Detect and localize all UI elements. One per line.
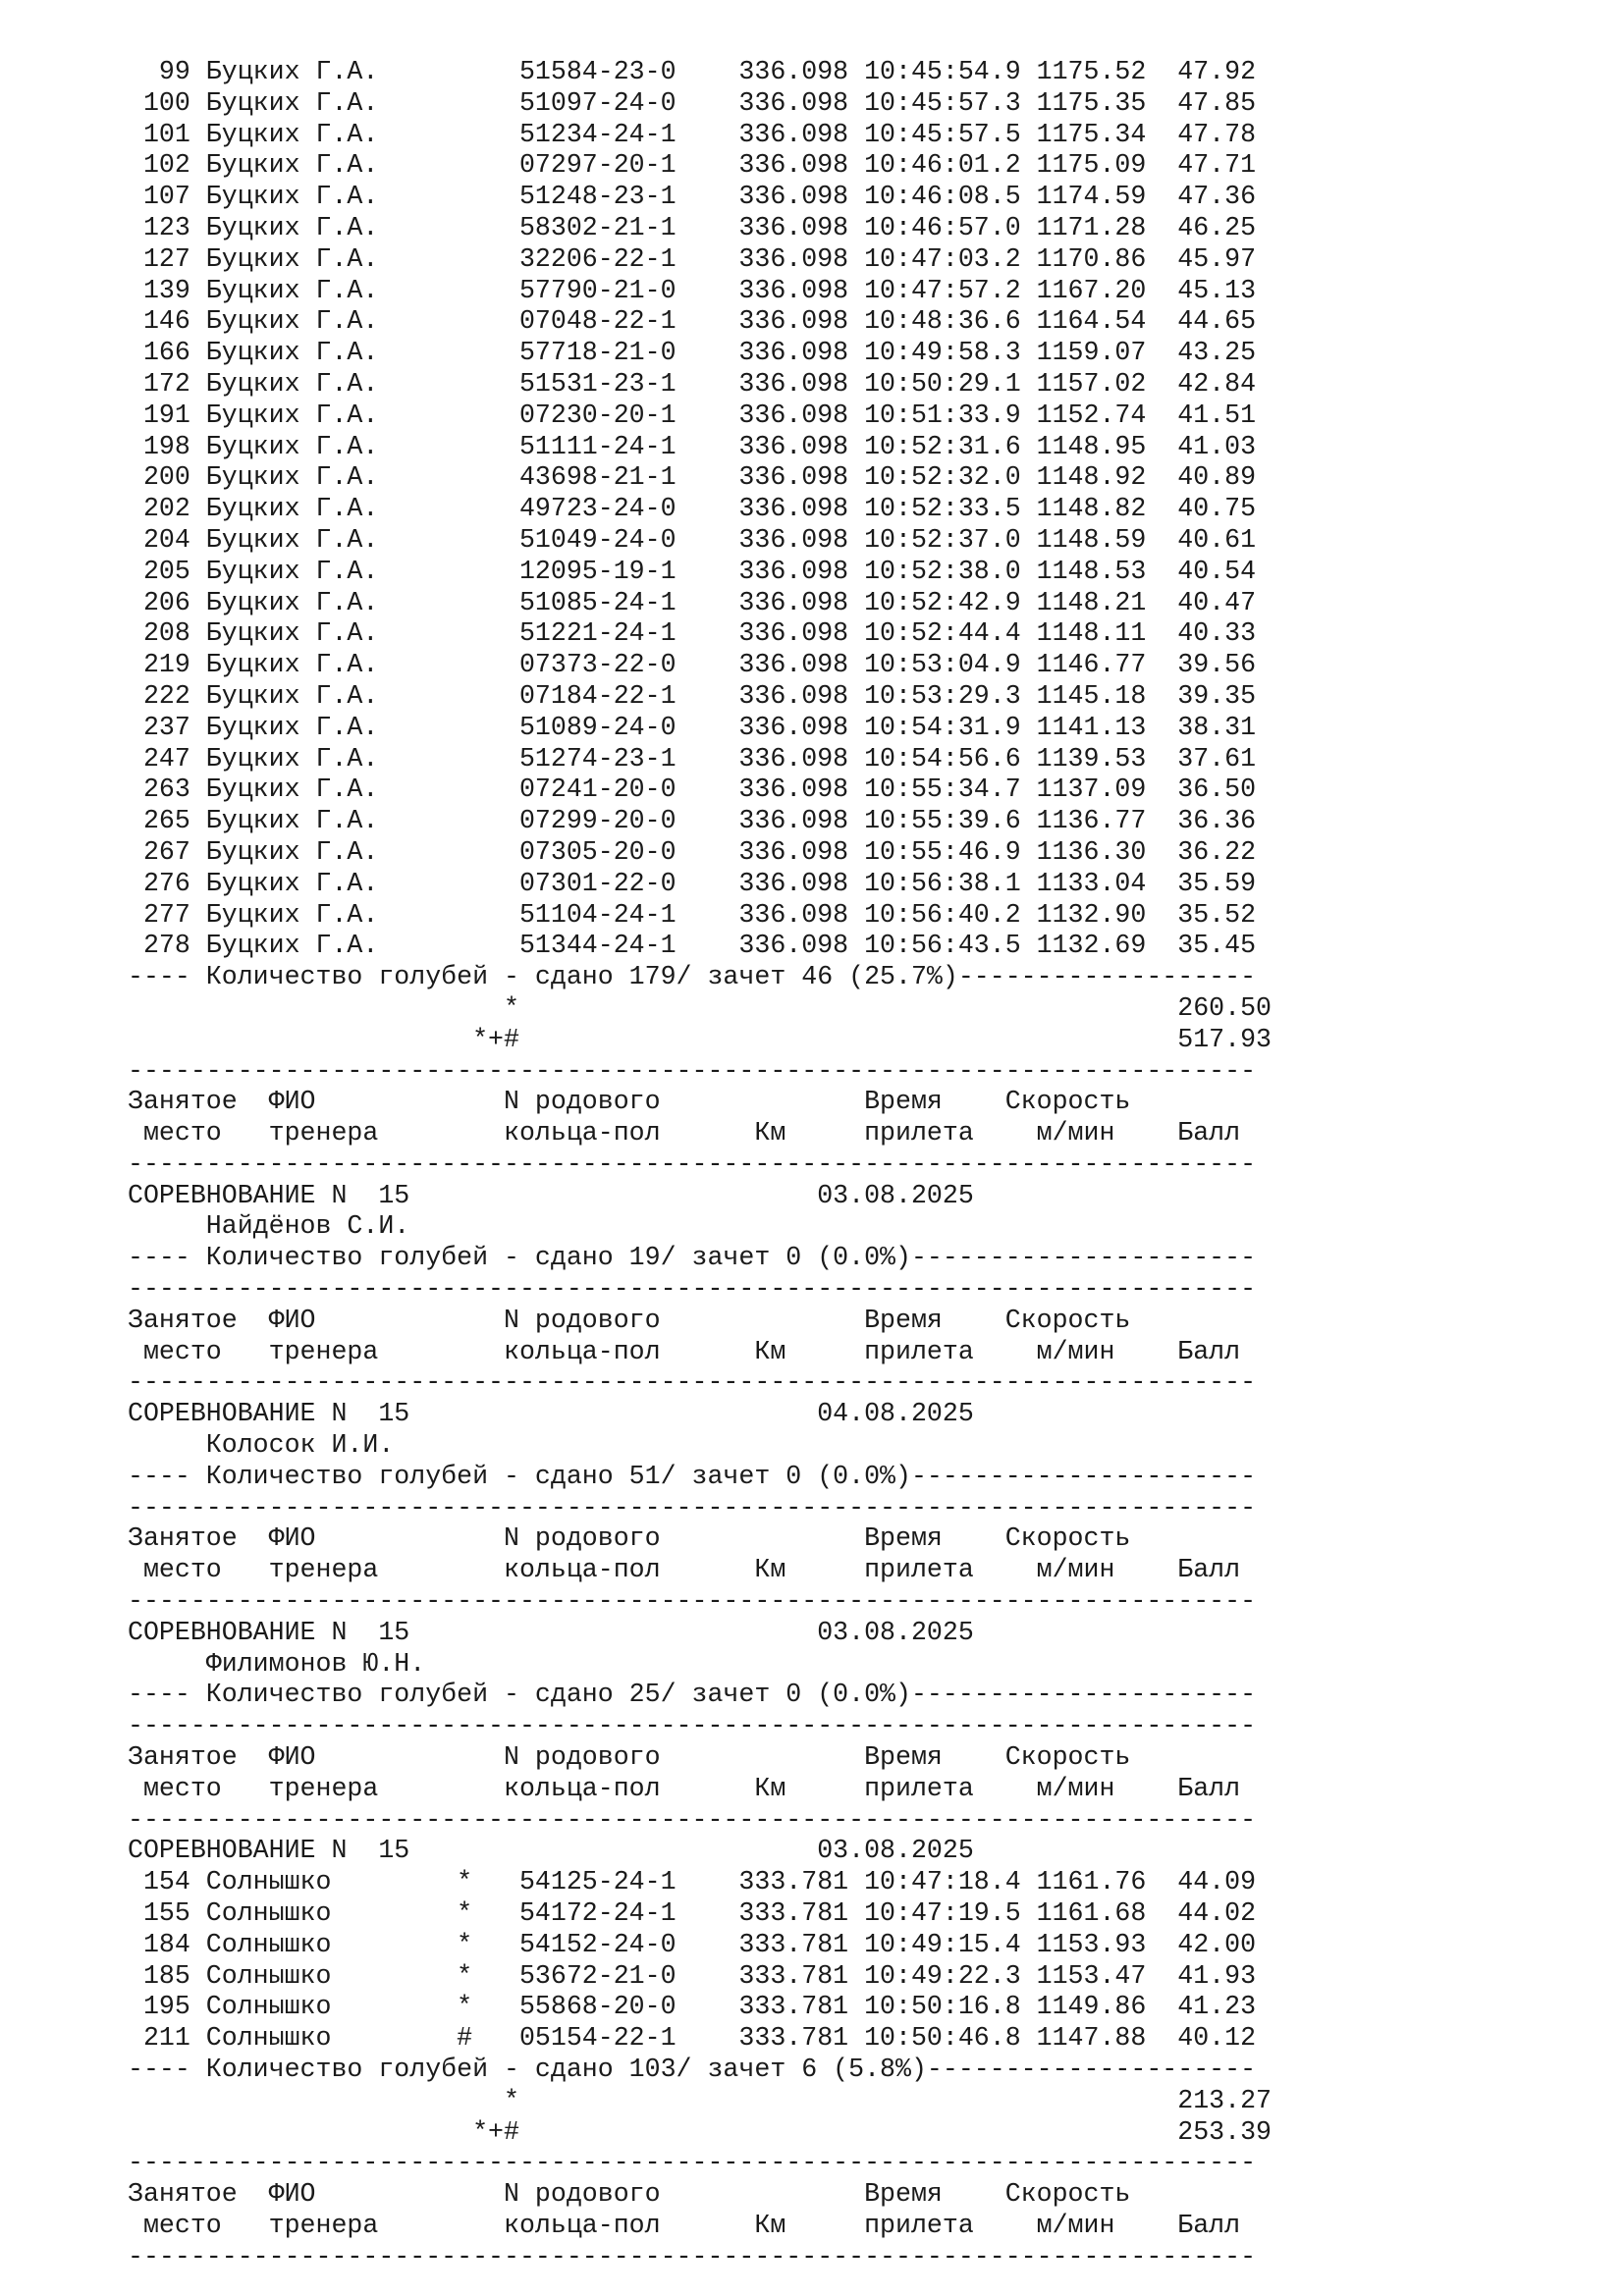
- points-total: *+# 517.93: [128, 1024, 1272, 1054]
- result-row: 219 Буцких Г.А. 07373-22-0 336.098 10:53:04.9 1146.77 39.56: [128, 650, 1257, 680]
- result-row: 206 Буцких Г.А. 51085-24-1 336.098 10:52:42.9 1148.21 40.47: [128, 587, 1257, 617]
- result-row: 200 Буцких Г.А. 43698-21-1 336.098 10:52:32.0 1148.92 40.89: [128, 462, 1257, 493]
- column-header-row: место тренера кольца-пол Км прилета м/мин Балл: [128, 1336, 1241, 1366]
- result-row: 191 Буцких Г.А. 07230-20-1 336.098 10:51:33.9 1152.74 41.51: [128, 400, 1257, 430]
- result-row: 100 Буцких Г.А. 51097-24-0 336.098 10:45:57.3 1175.35 47.85: [128, 87, 1257, 118]
- pigeon-count-summary: ---- Количество голубей - сдано 179/ зачет 46 (25.7%)-------------------: [128, 962, 1257, 992]
- result-row: 139 Буцких Г.А. 57790-21-0 336.098 10:47:57.2 1167.20 45.13: [128, 275, 1257, 305]
- column-header-row: Занятое ФИО N родового Время Скорость: [128, 1087, 1131, 1117]
- result-row: 247 Буцких Г.А. 51274-23-1 336.098 10:54:56.6 1139.53 37.61: [128, 743, 1257, 774]
- separator-line: ------------------------------------------------------------------------: [128, 1367, 1257, 1398]
- pigeon-count-summary: ---- Количество голубей - сдано 19/ зачет 0 (0.0%)----------------------: [128, 1243, 1257, 1273]
- result-row: 211 Солнышко # 05154-22-1 333.781 10:50:46.8 1147.88 40.12: [128, 2023, 1257, 2054]
- result-row: 267 Буцких Г.А. 07305-20-0 336.098 10:55:46.9 1136.30 36.22: [128, 836, 1257, 867]
- separator-line: ------------------------------------------------------------------------: [128, 1274, 1257, 1305]
- result-row: 265 Буцких Г.А. 07299-20-0 336.098 10:55:39.6 1136.77 36.36: [128, 806, 1257, 836]
- result-row: 154 Солнышко * 54125-24-1 333.781 10:47:18.4 1161.76 44.09: [128, 1867, 1257, 1897]
- competition-header: СОРЕВНОВАНИЕ N 15 03.08.2025: [128, 1617, 974, 1647]
- competition-header: СОРЕВНОВАНИЕ N 15 03.08.2025: [128, 1180, 974, 1210]
- result-row: 123 Буцких Г.А. 58302-21-1 336.098 10:46:57.0 1171.28 46.25: [128, 212, 1257, 242]
- separator-line: ------------------------------------------------------------------------: [128, 2241, 1257, 2271]
- result-row: 198 Буцких Г.А. 51111-24-1 336.098 10:52:31.6 1148.95 41.03: [128, 431, 1257, 461]
- column-header-row: место тренера кольца-пол Км прилета м/мин Балл: [128, 1773, 1241, 1803]
- result-row: 195 Солнышко * 55868-20-0 333.781 10:50:16.8 1149.86 41.23: [128, 1992, 1257, 2022]
- separator-line: ------------------------------------------------------------------------: [128, 1055, 1257, 1086]
- result-row: 263 Буцких Г.А. 07241-20-0 336.098 10:55:34.7 1137.09 36.50: [128, 774, 1257, 805]
- result-row: 237 Буцких Г.А. 51089-24-0 336.098 10:54:31.9 1141.13 38.31: [128, 712, 1257, 742]
- result-row: 146 Буцких Г.А. 07048-22-1 336.098 10:48:36.6 1164.54 44.65: [128, 306, 1257, 337]
- result-row: 166 Буцких Г.А. 57718-21-0 336.098 10:49:58.3 1159.07 43.25: [128, 338, 1257, 368]
- column-header-row: Занятое ФИО N родового Время Скорость: [128, 1523, 1131, 1554]
- column-header-row: Занятое ФИО N родового Время Скорость: [128, 2179, 1131, 2210]
- result-row: 208 Буцких Г.А. 51221-24-1 336.098 10:52:44.4 1148.11 40.33: [128, 618, 1257, 649]
- result-row: 172 Буцких Г.А. 51531-23-1 336.098 10:50:29.1 1157.02 42.84: [128, 368, 1257, 399]
- result-row: 127 Буцких Г.А. 32206-22-1 336.098 10:47:03.2 1170.86 45.97: [128, 243, 1257, 274]
- points-total: *+# 253.39: [128, 2116, 1272, 2147]
- result-row: 101 Буцких Г.А. 51234-24-1 336.098 10:45:57.5 1175.34 47.78: [128, 119, 1257, 149]
- result-row: 99 Буцких Г.А. 51584-23-0 336.098 10:45:54.9 1175.52 47.92: [128, 57, 1257, 86]
- pigeon-count-summary: ---- Количество голубей - сдано 103/ зачет 6 (5.8%)---------------------: [128, 2055, 1257, 2084]
- trainer-name: Найдёнов С.И.: [128, 1211, 410, 1242]
- separator-line: ------------------------------------------------------------------------: [128, 1711, 1257, 1741]
- result-row: 278 Буцких Г.А. 51344-24-1 336.098 10:56:43.5 1132.69 35.45: [128, 931, 1257, 961]
- result-row: 184 Солнышко * 54152-24-0 333.781 10:49:15.4 1153.93 42.00: [128, 1929, 1257, 1959]
- column-header-row: Занятое ФИО N родового Время Скорость: [128, 1305, 1131, 1335]
- column-header-row: место тренера кольца-пол Км прилета м/мин Балл: [128, 1555, 1241, 1585]
- points-total: * 260.50: [128, 992, 1272, 1023]
- result-row: 204 Буцких Г.А. 51049-24-0 336.098 10:52:37.0 1148.59 40.61: [128, 524, 1257, 555]
- pigeon-count-summary: ---- Количество голубей - сдано 25/ зачет 0 (0.0%)----------------------: [128, 1680, 1257, 1710]
- result-row: 107 Буцких Г.А. 51248-23-1 336.098 10:46:08.5 1174.59 47.36: [128, 182, 1257, 212]
- result-row: 277 Буцких Г.А. 51104-24-1 336.098 10:56:40.2 1132.90 35.52: [128, 899, 1257, 930]
- result-row: 102 Буцких Г.А. 07297-20-1 336.098 10:46:01.2 1175.09 47.71: [128, 150, 1257, 181]
- separator-line: ------------------------------------------------------------------------: [128, 1804, 1257, 1835]
- separator-line: ------------------------------------------------------------------------: [128, 1148, 1257, 1179]
- result-row: 155 Солнышко * 54172-24-1 333.781 10:47:19.5 1161.68 44.02: [128, 1898, 1257, 1929]
- separator-line: ------------------------------------------------------------------------: [128, 1492, 1257, 1522]
- separator-line: ------------------------------------------------------------------------: [128, 1586, 1257, 1617]
- results-printout: [128, 57, 1272, 2273]
- trainer-name: Филимонов Ю.Н.: [128, 1648, 426, 1679]
- points-total: * 213.27: [128, 2085, 1272, 2115]
- competition-header: СОРЕВНОВАНИЕ N 15 04.08.2025: [128, 1399, 974, 1429]
- column-header-row: место тренера кольца-пол Км прилета м/мин Балл: [128, 2210, 1241, 2240]
- trainer-name: Колосок И.И.: [128, 1430, 395, 1461]
- result-row: 222 Буцких Г.А. 07184-22-1 336.098 10:53:29.3 1145.18 39.35: [128, 680, 1257, 711]
- separator-line: ------------------------------------------------------------------------: [128, 2148, 1257, 2178]
- result-row: 185 Солнышко * 53672-21-0 333.781 10:49:22.3 1153.47 41.93: [128, 1960, 1257, 1991]
- result-row: 202 Буцких Г.А. 49723-24-0 336.098 10:52:33.5 1148.82 40.75: [128, 494, 1257, 524]
- result-row: 276 Буцких Г.А. 07301-22-0 336.098 10:56:38.1 1133.04 35.59: [128, 868, 1257, 898]
- result-row: 205 Буцких Г.А. 12095-19-1 336.098 10:52:38.0 1148.53 40.54: [128, 556, 1257, 586]
- pigeon-count-summary: ---- Количество голубей - сдано 51/ зачет 0 (0.0%)----------------------: [128, 1461, 1257, 1491]
- column-header-row: Занятое ФИО N родового Время Скорость: [128, 1742, 1131, 1773]
- competition-header: СОРЕВНОВАНИЕ N 15 03.08.2025: [128, 1836, 974, 1866]
- column-header-row: место тренера кольца-пол Км прилета м/мин Балл: [128, 1118, 1241, 1148]
